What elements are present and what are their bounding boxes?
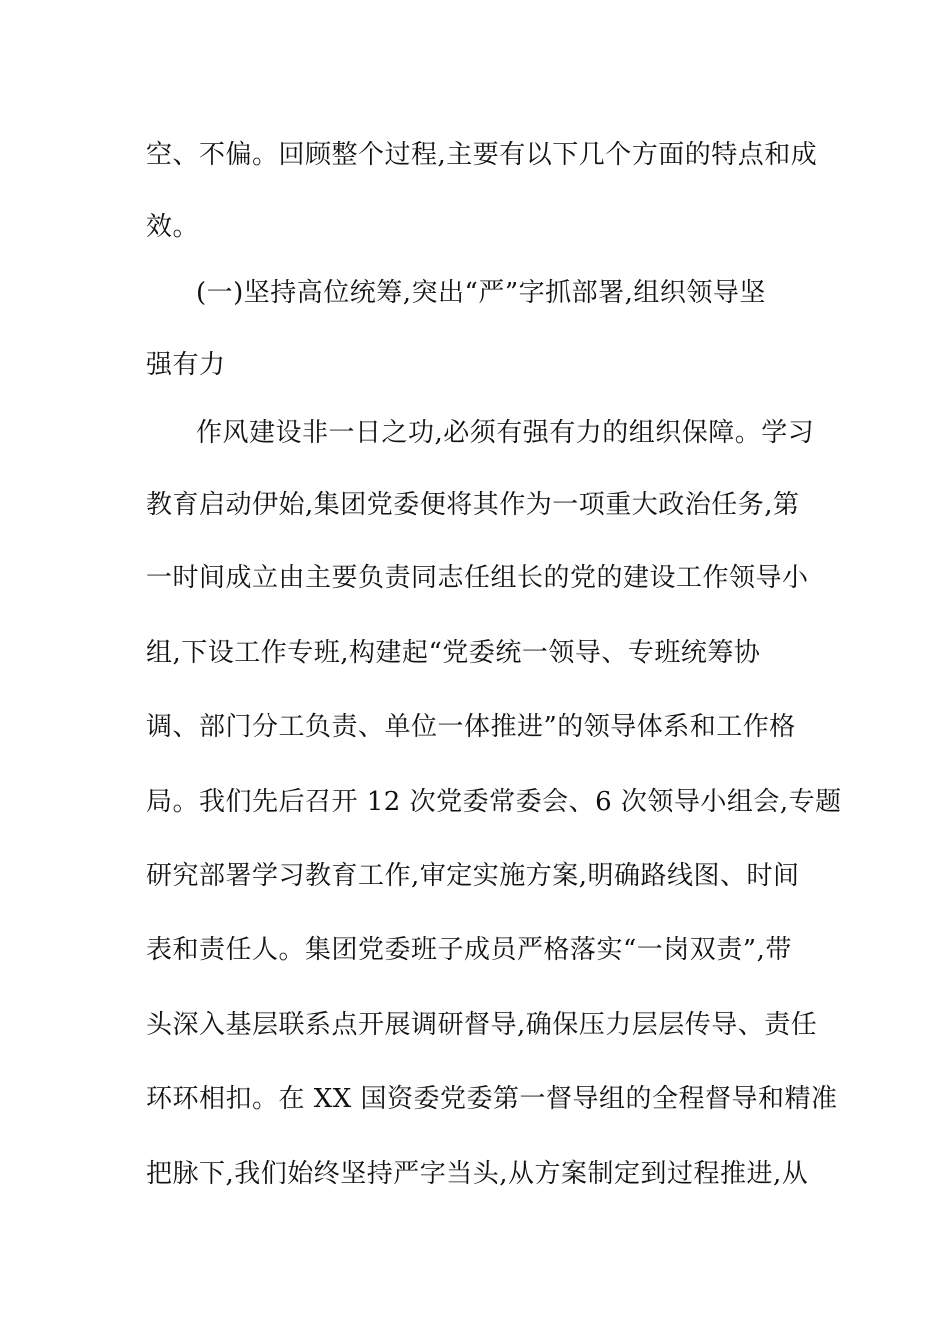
paragraph-line: 调、部门分工负责、单位一体推进”的领导体系和工作格: [146, 712, 796, 742]
paragraph-line: 一时间成立由主要负责同志任组长的党的建设工作领导小: [146, 563, 809, 593]
section-heading-line: 强有力: [146, 350, 226, 380]
paragraph-line: 表和责任人。集团党委班子成员严格落实“一岗双责”,带: [146, 935, 792, 965]
paragraph-line: 头深入基层联系点开展调研督导,确保压力层层传导、责任: [146, 1010, 818, 1040]
section-heading-line: (一)坚持高位统筹,突出“严”字抓部署,组织领导坚: [196, 278, 766, 308]
paragraph-line: 空、不偏。回顾整个过程,主要有以下几个方面的特点和成: [146, 140, 818, 170]
paragraph-line: 效。: [146, 212, 200, 242]
paragraph-line: 作风建设非一日之功,必须有强有力的组织保障。学习: [196, 418, 815, 448]
paragraph-line: 环环相扣。在 XX 国资委党委第一督导组的全程督导和精准: [146, 1084, 838, 1114]
paragraph-line: 局。我们先后召开 12 次党委常委会、6 次领导小组会,专题: [146, 787, 842, 817]
paragraph-line: 研究部署学习教育工作,审定实施方案,明确路线图、时间: [146, 861, 800, 891]
paragraph-line: 组,下设工作专班,构建起“党委统一领导、专班统筹协: [146, 638, 761, 668]
paragraph-line: 把脉下,我们始终坚持严字当头,从方案制定到过程推进,从: [146, 1159, 809, 1189]
paragraph-line: 教育启动伊始,集团党委便将其作为一项重大政治任务,第: [146, 490, 800, 520]
